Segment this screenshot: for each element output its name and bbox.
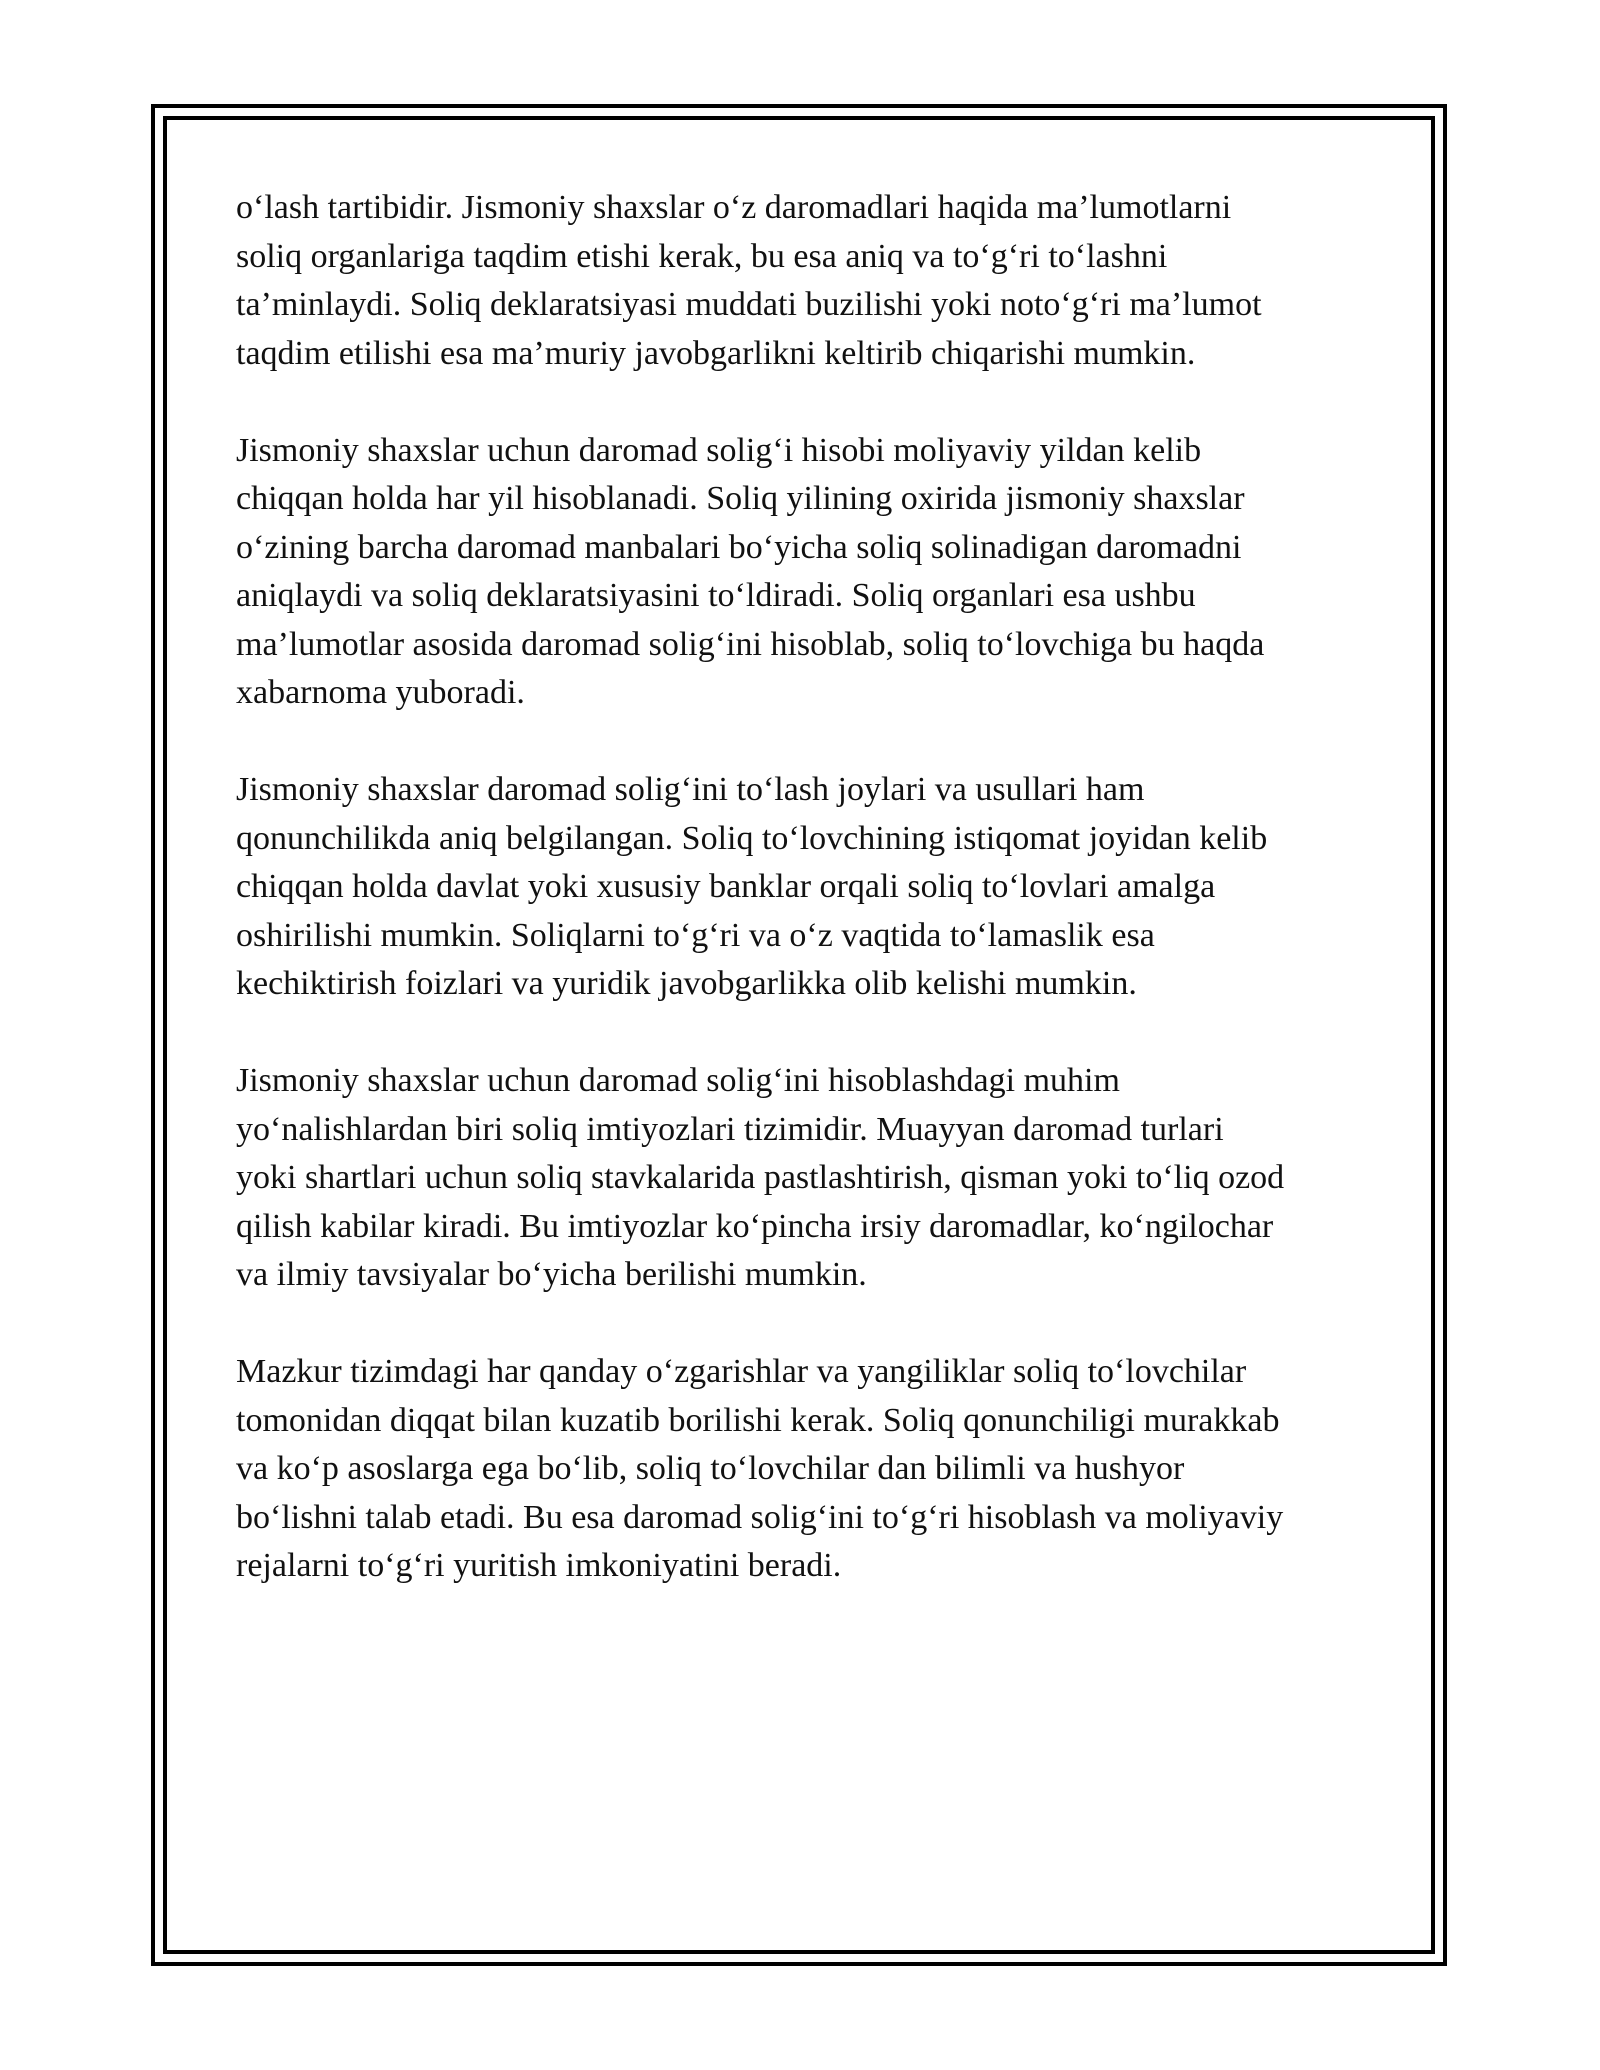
text-line: rejalarni to‘g‘ri yuritish imkoniyatini beradi. — [236, 1547, 842, 1584]
text-line: oshirilishi mumkin. Soliqlarni to‘g‘ri va o‘z vaqtida to‘lamaslik esa — [236, 916, 1155, 954]
text-line: yoki shartlari uchun soliq stavkalarida pastlashtirish, qisman yoki to‘liq ozod — [236, 1159, 1285, 1196]
text-line: qonunchilikda aniq belgilangan. Soliq to‘lovchining istiqomat joyidan kelib — [236, 819, 1268, 857]
text-line: Jismoniy shaxslar uchun daromad solig‘i hisobi moliyaviy yildan kelib — [236, 431, 1202, 469]
text-line: xabarnoma yuboradi. — [236, 674, 525, 711]
text-line: tomonidan diqqat bilan kuzatib borilishi kerak. Soliq qonunchiligi murakkab — [236, 1401, 1280, 1439]
text-line: Mazkur tizimdagi har qanday o‘zgarishlar va yangiliklar soliq to‘lovchilar — [236, 1353, 1247, 1390]
text-line: bo‘lishni talab etadi. Bu esa daromad solig‘ini to‘g‘ri hisoblash va moliyaviy — [236, 1498, 1284, 1536]
text-line: Jismoniy shaxslar daromad solig‘ini to‘lash joylari va usullari ham — [236, 771, 1145, 808]
text-line: Jismoniy shaxslar uchun daromad solig‘ini hisoblashdagi muhim — [236, 1062, 1120, 1099]
paragraph-3 — [236, 766, 1376, 1009]
text-line: yo‘nalishlardan biri soliq imtiyozlari tizimidir. Muayyan daromad turlari — [236, 1110, 1224, 1148]
text-line: chiqqan holda har yil hisoblanadi. Soliq yilining oxirida jismoniy shaxslar — [236, 480, 1245, 517]
paragraph-1 — [236, 184, 1376, 378]
text-line: o‘lash tartibidir. Jismoniy shaxslar o‘z daromadlari haqida ma’lumotlarni — [236, 189, 1232, 226]
text-line: va ko‘p asoslarga ega bo‘lib, soliq to‘lovchilar dan bilimli va hushyor — [236, 1450, 1185, 1487]
paragraph-4 — [236, 1057, 1376, 1300]
text-line: chiqqan holda davlat yoki xususiy banklar orqali soliq to‘lovlari amalga — [236, 868, 1216, 905]
text-line: kechiktirish foizlari va yuridik javobgarlikka olib kelishi mumkin. — [236, 965, 1137, 1002]
text-line: aniqlaydi va soliq deklaratsiyasini to‘ldiradi. Soliq organlari esa ushbu — [236, 577, 1196, 614]
text-line: qilish kabilar kiradi. Bu imtiyozlar ko‘pincha irsiy daromadlar, ko‘ngilochar — [236, 1207, 1274, 1245]
text-line: soliq organlariga taqdim etishi kerak, bu esa aniq va to‘g‘ri to‘lashni — [236, 237, 1168, 275]
paragraph-2 — [236, 427, 1376, 718]
paragraph-5 — [236, 1348, 1376, 1591]
document-body — [236, 184, 1376, 1639]
text-line: ta’minlaydi. Soliq deklaratsiyasi muddati buzilishi yoki noto‘g‘ri ma’lumot — [236, 286, 1262, 323]
text-line: va ilmiy tavsiyalar bo‘yicha berilishi mumkin. — [236, 1256, 867, 1293]
text-line: ma’lumotlar asosida daromad solig‘ini hisoblab, soliq to‘lovchiga bu haqda — [236, 625, 1265, 663]
text-line: taqdim etilishi esa ma’muriy javobgarlikni keltirib chiqarishi mumkin. — [236, 334, 1196, 372]
text-line: o‘zining barcha daromad manbalari bo‘yicha soliq solinadigan daromadni — [236, 528, 1242, 566]
